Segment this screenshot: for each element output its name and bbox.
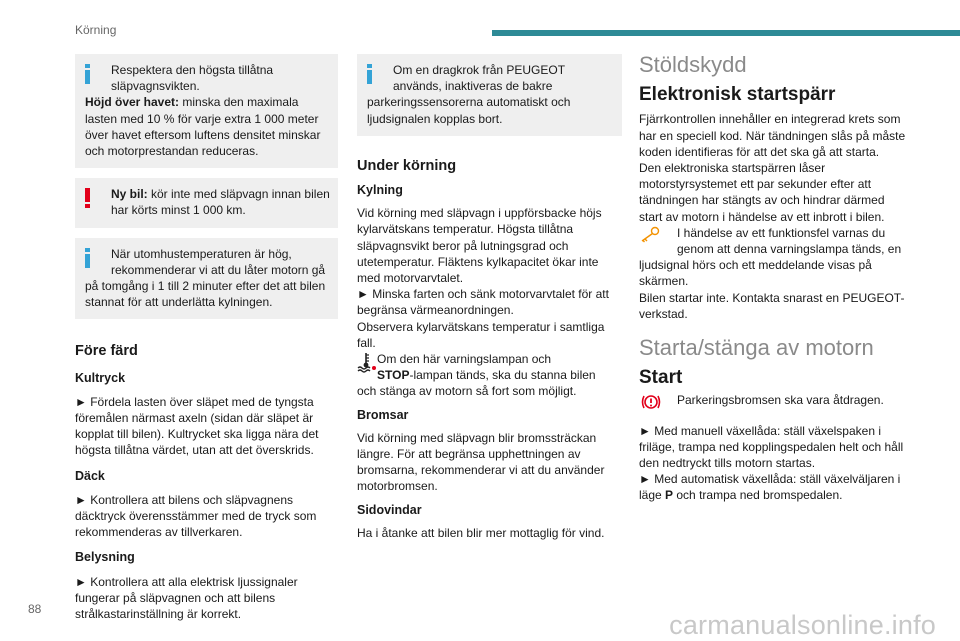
key-warning-row bbox=[639, 225, 909, 290]
key-warning-icon bbox=[639, 226, 661, 248]
page-number: 88 bbox=[28, 602, 42, 616]
heading-fore-fard: Före färd bbox=[75, 343, 138, 360]
paragraph: ljudsignal hörs och ett meddelande visas på skärmen. bbox=[639, 258, 872, 289]
info-box-tow-hook bbox=[357, 54, 622, 136]
box-text: Respektera den högsta tillåtna bbox=[111, 63, 274, 77]
paragraph: ► Kontrollera att alla elektrisk ljussignaler fungerar på släpvagnen och att bilens strålkastarinställning är korrekt. bbox=[75, 574, 298, 622]
paragraph: ► Minska farten och sänk motorvarvtalet för att begränsa värmeanordningen. bbox=[357, 287, 609, 318]
paragraph: Observera kylarvätskans temperatur i samtliga fall. bbox=[357, 319, 605, 350]
header-accent-bar bbox=[492, 30, 960, 36]
paragraph: och stänga av motorn så fort som möjligt. bbox=[357, 384, 577, 399]
paragraph: STOP-lampan tänds, ska du stanna bilen bbox=[377, 368, 596, 383]
box-text: släpvagnsvikten. bbox=[111, 79, 200, 94]
paragraph: ► Med automatisk växellåda: ställ växelväljaren i läge P och trampa ned bromspedalen. bbox=[639, 472, 901, 503]
parking-brake-row bbox=[639, 392, 909, 408]
paragraph: Den elektroniska startspärren låser motorstyrsystemet ett par sekunder efter att tändningen har stängts av och hindrar därmed start av motorn i händelse av ett inbrott i bilen. bbox=[639, 161, 885, 224]
info-box-trailer-weight bbox=[75, 54, 338, 168]
subheading-dack: Däck bbox=[75, 468, 105, 483]
coolant-warning-row bbox=[357, 351, 622, 400]
column-3 bbox=[639, 54, 909, 504]
parking-brake-icon bbox=[639, 392, 661, 414]
subheading-bromsar: Bromsar bbox=[357, 407, 409, 422]
box-text: rekommenderar vi att du låter motorn gå bbox=[111, 262, 326, 277]
title-stoldskydd: Stöldskydd bbox=[639, 52, 747, 77]
paragraph: Ha i åtanke att bilen blir mer mottaglig för vind. bbox=[357, 525, 605, 540]
column-1 bbox=[75, 54, 338, 622]
paragraph: Vid körning med släpvagn blir bromssträckan längre. För att begränsa upphettningen av bromsarna, rekommenderar vi att du använder motorbromsen. bbox=[357, 430, 605, 494]
paragraph: genom att denna varningslampa tänds, en bbox=[677, 242, 902, 257]
watermark: carmanualsonline.info bbox=[669, 610, 936, 640]
heading-start: Start bbox=[639, 367, 683, 389]
box-text: När utomhustemperaturen är hög, bbox=[111, 246, 292, 261]
paragraph: Vid körning med släpvagn i uppförsbacke höjs kylarvätskans temperatur. Högsta tillåtna släpvagnsvikt beror på lutningsgrad och utetemperatur. Fläktens kylkapacitet ökar inte med motorvarvtalet. bbox=[357, 206, 602, 286]
paragraph: Fjärrkontrollen innehåller en integrerad krets som har en speciell kod. När tändningen slås på måste koden identifieras för att det ska gå att starta. bbox=[639, 112, 906, 159]
coolant-temperature-icon bbox=[357, 351, 379, 373]
column-2 bbox=[357, 54, 622, 541]
paragraph: ► Med manuell växellåda: ställ växelspaken i friläge, trampa ned kopplingspedalen helt och håll den nedtryckt tills motorn startas. bbox=[639, 423, 904, 471]
heading-under-korning: Under körning bbox=[357, 157, 457, 174]
paragraph: I händelse av ett funktionsfel varnas du bbox=[677, 225, 886, 240]
warning-box-new-car bbox=[75, 178, 338, 227]
title-starta-stanga: Starta/stänga av motorn bbox=[639, 335, 874, 361]
section-label: Körning bbox=[75, 23, 117, 37]
box-text: används, inaktiveras de bakre bbox=[393, 79, 553, 94]
box-text: Höjd över havet: minska den maximala lasten med 10 % för varje extra 1 000 meter över havet eftersom luftens densitet minskar och motorprestandan reduceras. bbox=[85, 95, 321, 159]
paragraph: ► Kontrollera att bilens och släpvagnens däcktryck överensstämmer med de tryck som rekommenderas av tillverkaren. bbox=[75, 492, 317, 540]
info-icon bbox=[85, 64, 90, 84]
info-icon bbox=[85, 248, 90, 268]
paragraph: Om den här varningslampan och bbox=[377, 352, 552, 367]
heading-elektronisk-startsparr: Elektronisk startspärr bbox=[639, 84, 836, 106]
subheading-sidovindar: Sidovindar bbox=[357, 502, 422, 517]
box-text: har körts minst 1 000 km. bbox=[111, 203, 246, 218]
subheading-kylning: Kylning bbox=[357, 183, 403, 198]
box-text: parkeringssensorerna automatiskt och ljudsignalen kopplas bort. bbox=[367, 95, 571, 126]
paragraph: Bilen startar inte. Kontakta snarast en PEUGEOT-verkstad. bbox=[639, 290, 905, 321]
info-box-idle bbox=[75, 238, 338, 320]
paragraph: ► Fördela lasten över släpet med de tyngsta föremålen närmast axeln (sidan där släpet är kopplat till bilen). Kultrycket ska ligga nära det högsta tillåtna värdet, utan att det överskrids. bbox=[75, 394, 319, 458]
subheading-belysning: Belysning bbox=[75, 550, 135, 565]
warning-icon bbox=[85, 188, 90, 208]
paragraph: Parkeringsbromsen ska vara åtdragen. bbox=[677, 393, 884, 408]
subheading-kultryck: Kultryck bbox=[75, 370, 126, 385]
box-text: på tomgång i 1 till 2 minuter efter det att bilen stannat för att underlätta kylningen. bbox=[85, 279, 326, 310]
box-text: Om en dragkrok från PEUGEOT bbox=[393, 63, 566, 77]
box-text: Ny bil: kör inte med släpvagn innan bilen bbox=[111, 187, 330, 202]
info-icon bbox=[367, 64, 372, 84]
